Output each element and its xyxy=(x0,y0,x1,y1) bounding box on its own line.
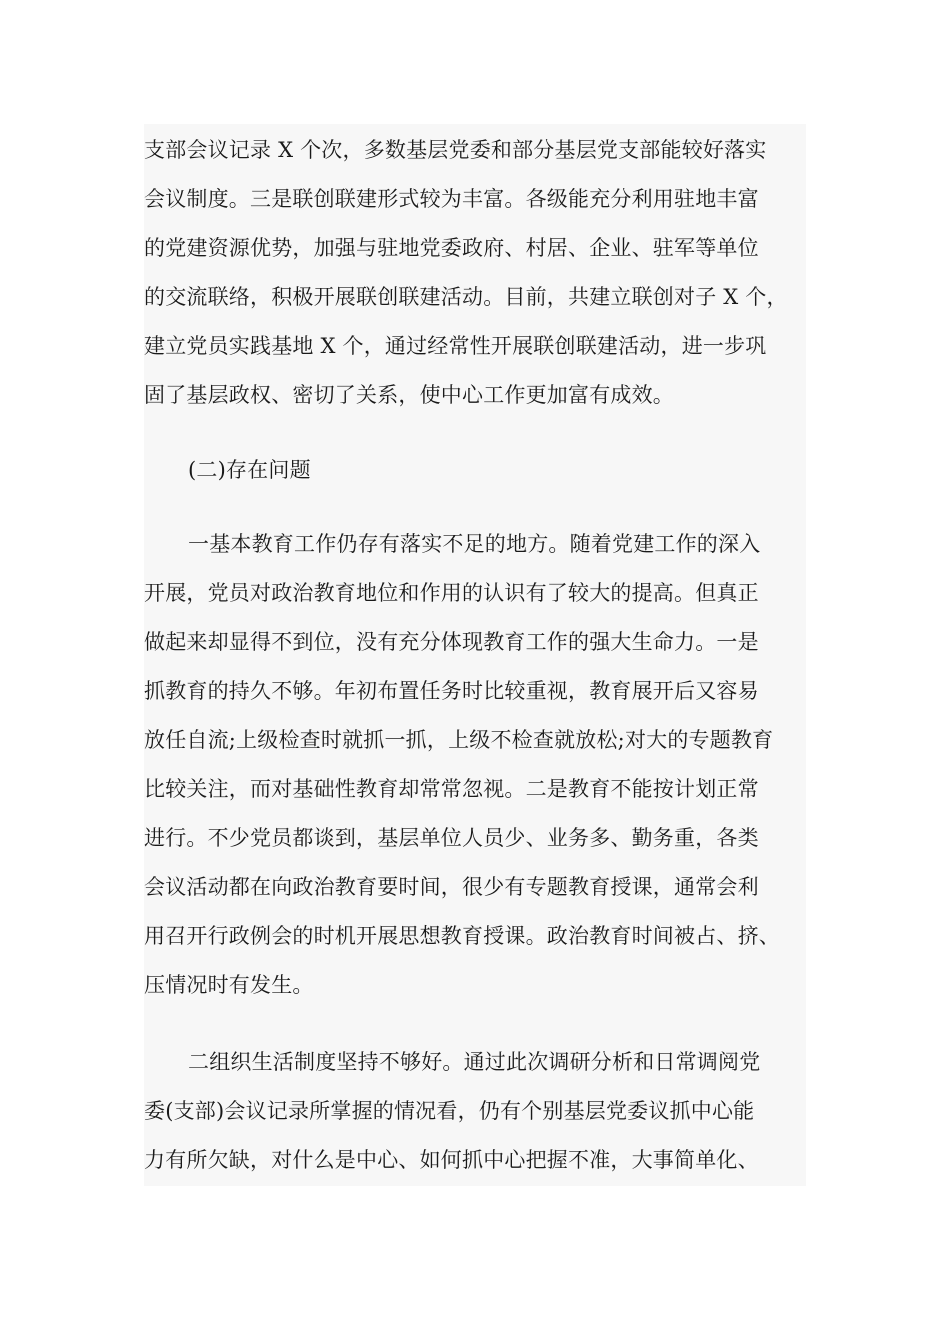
paragraph-line: 会议制度。三是联创联建形式较为丰富。各级能充分利用驻地丰富 xyxy=(144,187,759,211)
paragraph-line: 二组织生活制度坚持不够好。通过此次调研分析和日常调阅党 xyxy=(188,1050,761,1074)
heading-text: (二)存在问题 xyxy=(188,458,311,482)
paragraph-line: 进行。不少党员都谈到，基层单位人员少、业务多、勤务重，各类 xyxy=(144,826,759,850)
paragraph-line: 用召开行政例会的时机开展思想教育授课。政治教育时间被占、挤、 xyxy=(144,924,780,948)
paragraph-line: 比较关注，而对基础性教育却常常忽视。二是教育不能按计划正常 xyxy=(144,777,759,801)
paragraph-line: 开展，党员对政治教育地位和作用的认识有了较大的提高。但真正 xyxy=(144,581,759,605)
paragraph-3 xyxy=(144,1038,806,1185)
paragraph-line: 支部会议记录 X 个次，多数基层党委和部分基层党支部能较好落实 xyxy=(144,138,767,162)
paragraph-line: 抓教育的持久不够。年初布置任务时比较重视，教育展开后又容易 xyxy=(144,679,759,703)
paragraph-line: 放任自流;上级检查时就抓一抓，上级不检查就放松;对大的专题教育 xyxy=(144,728,774,752)
paragraph-line: 会议活动都在向政治教育要时间，很少有专题教育授课，通常会利 xyxy=(144,875,759,899)
paragraph-line: 做起来却显得不到位，没有充分体现教育工作的强大生命力。一是 xyxy=(144,630,759,654)
section-heading xyxy=(144,446,806,495)
paragraph-1 xyxy=(144,126,806,420)
paragraph-line: 的交流联络，积极开展联创联建活动。目前，共建立联创对子 X 个， xyxy=(144,285,788,309)
paragraph-line: 压情况时有发生。 xyxy=(144,973,314,997)
paragraph-line: 力有所欠缺，对什么是中心、如何抓中心把握不准，大事简单化、 xyxy=(144,1148,759,1172)
paragraph-line: 固了基层政权、密切了关系，使中心工作更加富有成效。 xyxy=(144,383,674,407)
paragraph-line: 一基本教育工作仍存有落实不足的地方。随着党建工作的深入 xyxy=(188,532,761,556)
document-page xyxy=(144,124,806,1186)
paragraph-line: 的党建资源优势，加强与驻地党委政府、村居、企业、驻军等单位 xyxy=(144,236,759,260)
paragraph-2 xyxy=(144,520,806,1010)
paragraph-line: 建立党员实践基地 X 个，通过经常性开展联创联建活动，进一步巩 xyxy=(144,334,767,358)
paragraph-line: 委(支部)会议记录所掌握的情况看，仍有个别基层党委议抓中心能 xyxy=(144,1099,755,1123)
